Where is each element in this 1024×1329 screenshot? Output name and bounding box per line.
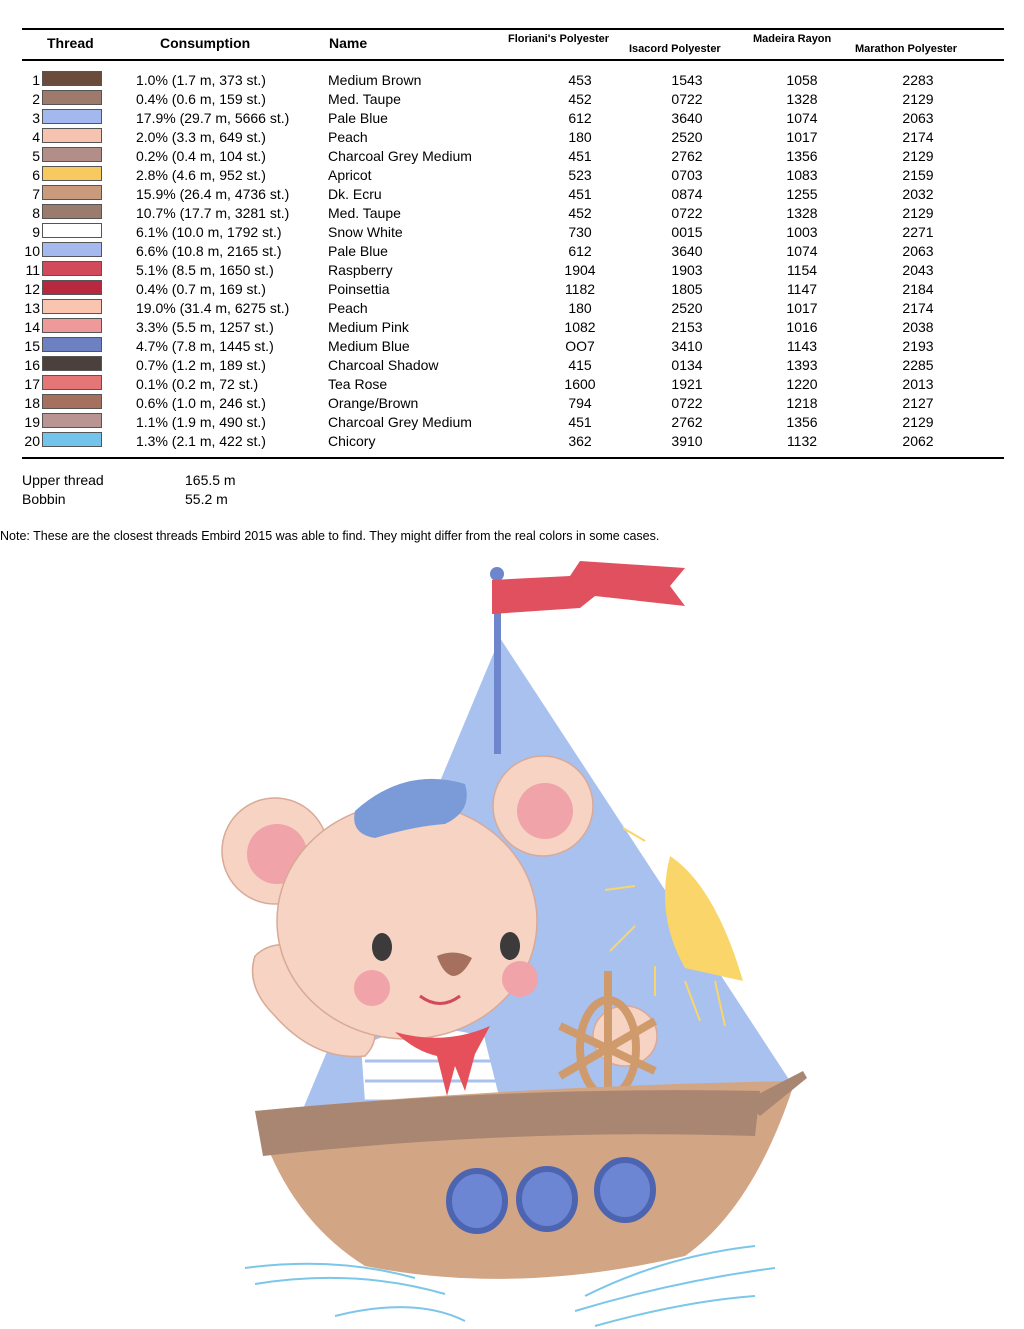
isacord-code: 0015 [671,224,703,240]
marathon-code: 2129 [902,148,934,164]
marathon-code: 2063 [902,110,934,126]
floriani-code: 794 [568,395,592,411]
floriani-code: 453 [568,72,592,88]
thread-number: 8 [32,205,40,221]
floriani-code: 612 [568,243,592,259]
floriani-code: 1182 [564,281,596,297]
header-isacord: Isacord Polyester [629,43,721,55]
thread-number: 10 [24,243,40,259]
color-swatch [42,394,102,409]
thread-row [22,70,1004,89]
marathon-code: 2127 [902,395,934,411]
color-swatch [42,299,102,314]
thread-number: 2 [32,91,40,107]
thread-name: Orange/Brown [328,395,419,411]
porthole [597,1160,653,1220]
thread-consumption: 0.4% (0.7 m, 169 st.) [136,281,266,297]
floriani-code: 1600 [564,376,596,392]
floriani-code: 1904 [564,262,596,278]
thread-consumption: 6.6% (10.8 m, 2165 st.) [136,243,282,259]
isacord-code: 0722 [671,205,703,221]
isacord-code: 0874 [671,186,703,202]
isacord-code: 0134 [671,357,703,373]
thread-number: 5 [32,148,40,164]
thread-consumption: 10.7% (17.7 m, 3281 st.) [136,205,290,221]
thread-number: 13 [24,300,40,316]
marathon-code: 2174 [902,300,934,316]
floriani-code: 612 [568,110,592,126]
upper-thread-value: 165.5 m [185,472,236,488]
thread-name: Snow White [328,224,403,240]
thread-row [22,336,1004,355]
madeira-code: 1255 [786,186,818,202]
thread-name: Pale Blue [328,243,388,259]
thread-name: Med. Taupe [328,205,401,221]
color-swatch [42,71,102,86]
marathon-code: 2184 [902,281,934,297]
isacord-code: 2153 [671,319,703,335]
thread-consumption: 5.1% (8.5 m, 1650 st.) [136,262,274,278]
thread-consumption: 1.3% (2.1 m, 422 st.) [136,433,266,449]
upper-thread-label: Upper thread [22,472,104,488]
thread-consumption: 0.1% (0.2 m, 72 st.) [136,376,259,392]
marathon-code: 2174 [902,129,934,145]
thread-name: Peach [328,300,368,316]
thread-number: 1 [32,72,40,88]
thread-row [22,127,1004,146]
madeira-code: 1143 [786,338,818,354]
embroidery-artwork [215,556,815,1329]
thread-name: Charcoal Shadow [328,357,439,373]
madeira-code: 1328 [786,205,818,221]
color-swatch [42,280,102,295]
thread-name: Raspberry [328,262,393,278]
thread-name: Medium Blue [328,338,410,354]
thread-name: Medium Pink [328,319,409,335]
isacord-code: 0722 [671,91,703,107]
floriani-code: 452 [568,91,592,107]
thread-name: Medium Brown [328,72,422,88]
madeira-code: 1218 [786,395,818,411]
floriani-code: 451 [568,186,592,202]
thread-row [22,260,1004,279]
thread-number: 14 [24,319,40,335]
isacord-code: 2762 [671,414,703,430]
madeira-code: 1017 [786,129,818,145]
thread-number: 15 [24,338,40,354]
marathon-code: 2013 [902,376,934,392]
thread-row [22,165,1004,184]
thread-number: 12 [24,281,40,297]
portholes [449,1160,653,1231]
thread-number: 17 [24,376,40,392]
thread-consumption: 1.1% (1.9 m, 490 st.) [136,414,266,430]
table-header-rule [22,59,1004,61]
thread-number: 7 [32,186,40,202]
madeira-code: 1328 [786,91,818,107]
color-swatch [42,261,102,276]
color-swatch [42,147,102,162]
color-swatch [42,223,102,238]
isacord-code: 3910 [671,433,703,449]
thread-consumption: 0.7% (1.2 m, 189 st.) [136,357,266,373]
marathon-code: 2032 [902,186,934,202]
thread-row [22,298,1004,317]
color-swatch [42,185,102,200]
thread-number: 3 [32,110,40,126]
marathon-code: 2283 [902,72,934,88]
floriani-code: 452 [568,205,592,221]
isacord-code: 2762 [671,148,703,164]
thread-name: Apricot [328,167,372,183]
bear-right-eye [500,932,520,960]
porthole [519,1169,575,1229]
thread-name: Charcoal Grey Medium [328,414,472,430]
thread-row [22,317,1004,336]
bear-head [277,803,537,1039]
header-floriani: Floriani's Polyester [508,33,610,45]
bobbin-label: Bobbin [22,491,66,507]
mast-top [490,567,504,581]
isacord-code: 1543 [671,72,703,88]
thread-consumption: 19.0% (31.4 m, 6275 st.) [136,300,290,316]
madeira-code: 1132 [786,433,818,449]
thread-consumption: 1.0% (1.7 m, 373 st.) [136,72,266,88]
marathon-code: 2193 [902,338,934,354]
marathon-code: 2159 [902,167,934,183]
madeira-code: 1058 [786,72,818,88]
marathon-code: 2063 [902,243,934,259]
thread-name: Med. Taupe [328,91,401,107]
marathon-code: 2038 [902,319,934,335]
thread-row [22,146,1004,165]
madeira-code: 1147 [786,281,818,297]
thread-number: 4 [32,129,40,145]
bobbin-value: 55.2 m [185,491,228,507]
thread-row [22,184,1004,203]
isacord-code: 1921 [671,376,703,392]
thread-row [22,355,1004,374]
header-name: Name [329,35,368,51]
bear-left-eye [372,933,392,961]
table-top-rule [22,28,1004,30]
color-swatch [42,356,102,371]
thread-number: 18 [24,395,40,411]
thread-number: 20 [24,433,40,449]
color-swatch [42,204,102,219]
thread-name: Poinsettia [328,281,390,297]
color-swatch [42,166,102,181]
porthole [449,1171,505,1231]
thread-consumption: 0.4% (0.6 m, 159 st.) [136,91,266,107]
thread-consumption: 17.9% (29.7 m, 5666 st.) [136,110,290,126]
thread-row [22,412,1004,431]
thread-row [22,108,1004,127]
flag [492,561,685,614]
thread-number: 9 [32,224,40,240]
thread-number: 19 [24,414,40,430]
color-swatch [42,128,102,143]
header-thread: Thread [47,35,94,51]
thread-row [22,279,1004,298]
table-bottom-rule [22,457,1004,459]
color-swatch [42,318,102,333]
thread-consumption: 2.0% (3.3 m, 649 st.) [136,129,266,145]
thread-name: Dk. Ecru [328,186,382,202]
isacord-code: 2520 [671,129,703,145]
bear-left-cheek [354,970,390,1006]
floriani-code: 730 [568,224,592,240]
floriani-code: 415 [568,357,592,373]
color-swatch [42,242,102,257]
madeira-code: 1083 [786,167,818,183]
floriani-code: 523 [568,167,592,183]
note-text: Note: These are the closest threads Embird 2015 was able to find. They might differ from the real colors in some cases. [0,529,660,543]
thread-consumption: 15.9% (26.4 m, 4736 st.) [136,186,290,202]
thread-consumption: 4.7% (7.8 m, 1445 st.) [136,338,274,354]
thread-row [22,203,1004,222]
thread-row [22,393,1004,412]
floriani-code: 362 [568,433,592,449]
header-marathon: Marathon Polyester [855,43,958,55]
thread-number: 6 [32,167,40,183]
thread-rows [22,70,1004,450]
isacord-code: 0703 [671,167,703,183]
thread-consumption: 0.2% (0.4 m, 104 st.) [136,148,266,164]
color-swatch [42,413,102,428]
thread-name: Peach [328,129,368,145]
color-swatch [42,109,102,124]
marathon-code: 2129 [902,205,934,221]
madeira-code: 1017 [786,300,818,316]
madeira-code: 1074 [786,110,818,126]
color-swatch [42,90,102,105]
madeira-code: 1016 [786,319,818,335]
marathon-code: 2043 [902,262,934,278]
totals [22,472,322,510]
floriani-code: 451 [568,414,592,430]
thread-number: 16 [24,357,40,373]
thread-number: 11 [25,262,40,278]
isacord-code: 1903 [671,262,703,278]
bobbin-row [22,491,322,510]
bear-right-ear-inner [517,783,573,839]
thread-name: Chicory [328,433,376,449]
isacord-code: 0722 [671,395,703,411]
madeira-code: 1220 [786,376,818,392]
floriani-code: 451 [568,148,592,164]
floriani-code: 180 [568,300,592,316]
isacord-code: 3640 [671,243,703,259]
thread-row [22,241,1004,260]
color-swatch [42,432,102,447]
floriani-code: 180 [568,129,592,145]
color-swatch [42,337,102,352]
thread-name: Charcoal Grey Medium [328,148,472,164]
madeira-code: 1154 [786,262,818,278]
floriani-code: 1082 [564,319,596,335]
isacord-code: 2520 [671,300,703,316]
bear-right-cheek [502,961,538,997]
thread-row [22,374,1004,393]
isacord-code: 3640 [671,110,703,126]
thread-consumption: 0.6% (1.0 m, 246 st.) [136,395,266,411]
thread-row [22,431,1004,450]
color-swatch [42,375,102,390]
thread-consumption: 6.1% (10.0 m, 1792 st.) [136,224,282,240]
thread-consumption: 2.8% (4.6 m, 952 st.) [136,167,266,183]
marathon-code: 2129 [902,414,934,430]
madeira-code: 1393 [786,357,818,373]
thread-row [22,222,1004,241]
marathon-code: 2271 [902,224,934,240]
madeira-code: 1074 [786,243,818,259]
madeira-code: 1356 [786,414,818,430]
thread-row [22,89,1004,108]
floriani-code: OO7 [565,338,595,354]
thread-name: Pale Blue [328,110,388,126]
upper-thread-row [22,472,322,491]
isacord-code: 1805 [671,281,703,297]
marathon-code: 2285 [902,357,934,373]
header-madeira: Madeira Rayon [753,33,832,45]
madeira-code: 1003 [786,224,818,240]
marathon-code: 2129 [902,91,934,107]
header-consumption: Consumption [160,35,251,51]
madeira-code: 1356 [786,148,818,164]
thread-consumption: 3.3% (5.5 m, 1257 st.) [136,319,274,335]
marathon-code: 2062 [902,433,934,449]
isacord-code: 3410 [671,338,703,354]
thread-name: Tea Rose [328,376,388,392]
